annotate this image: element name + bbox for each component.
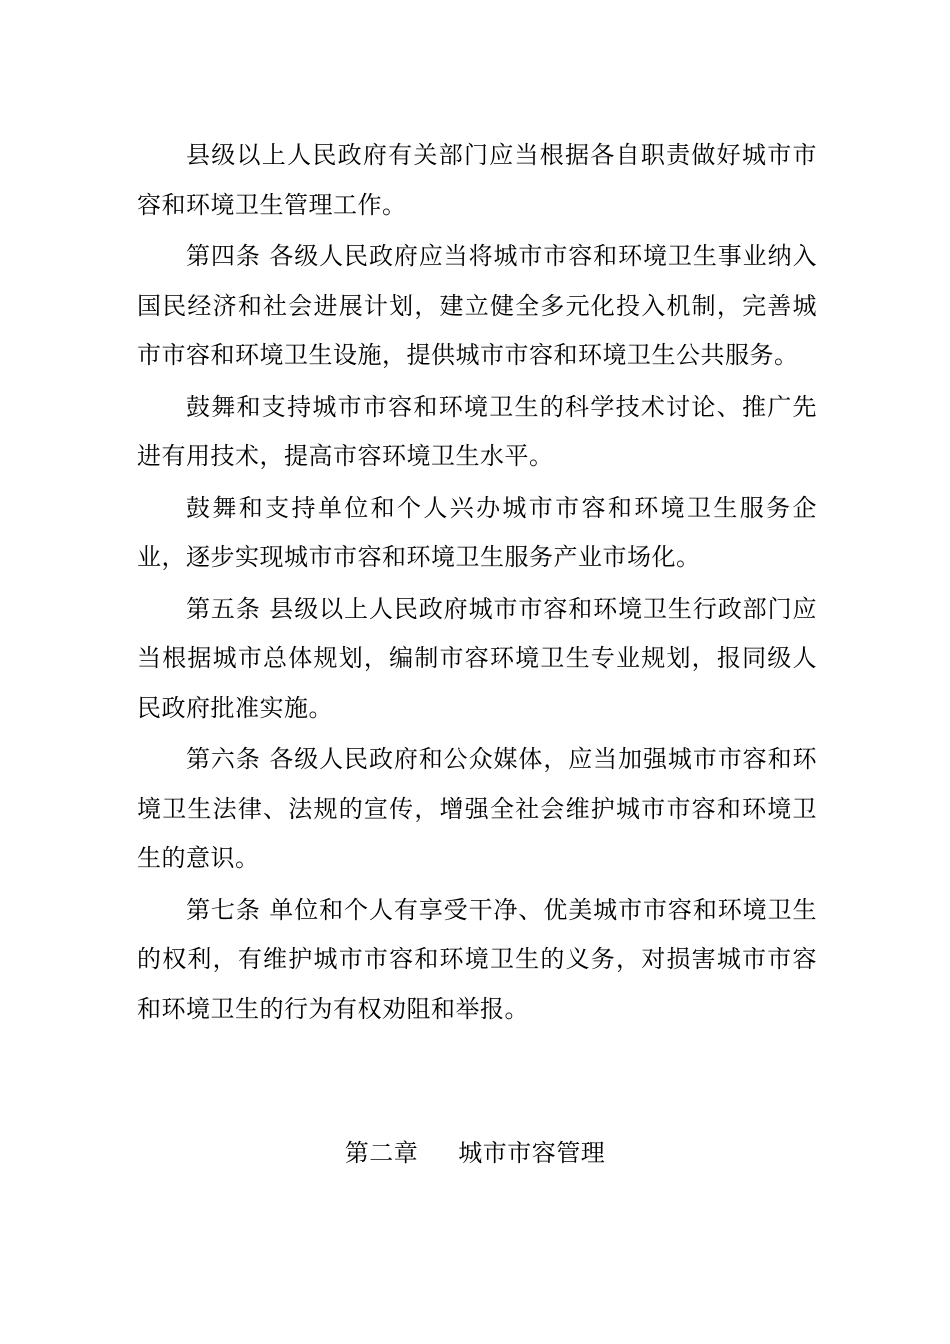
- paragraph-article-7: 第七条 单位和个人有享受干净、优美城市市容和环境卫生的权利，有维护城市市容和环境卫生的义务，对损害城市市容和环境卫生的行为有权劝阻和举报。: [137, 895, 817, 1023]
- paragraph-encourage-research: 鼓舞和支持城市市容和环境卫生的科学技术讨论、推广先进有用技术，提高市容环境卫生水平。: [137, 392, 817, 470]
- chapter-number: 第二章: [344, 1139, 419, 1167]
- chapter-heading: [0, 1133, 950, 1173]
- document-body: [137, 131, 817, 1036]
- paragraph-encourage-enterprises: 鼓舞和支持单位和个人兴办城市市容和环境卫生服务企业，逐步实现城市市容和环境卫生服务产业市场化。: [137, 493, 817, 571]
- chapter-title: 城市市容管理: [458, 1139, 606, 1167]
- paragraph-article-4: 第四条 各级人民政府应当将城市市容和环境卫生事业纳入国民经济和社会进展计划，建立健全多元化投入机制，完善城市市容和环境卫生设施，提供城市市容和环境卫生公共服务。: [137, 242, 817, 369]
- paragraph-article-6: 第六条 各级人民政府和公众媒体，应当加强城市市容和环境卫生法律、法规的宣传，增强全社会维护城市市容和环境卫生的意识。: [137, 745, 817, 872]
- paragraph-article-5: 第五条 县级以上人民政府城市市容和环境卫生行政部门应当根据城市总体规划，编制市容环境卫生专业规划，报同级人民政府批准实施。: [137, 594, 817, 722]
- paragraph-duty-departments: 县级以上人民政府有关部门应当根据各自职责做好城市市容和环境卫生管理工作。: [137, 141, 817, 219]
